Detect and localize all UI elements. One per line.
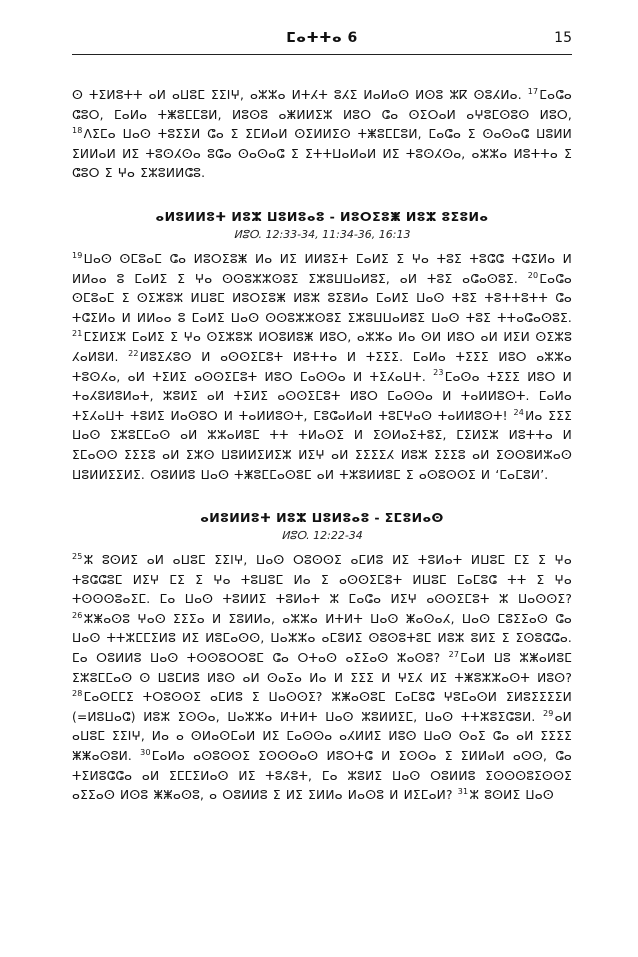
text-segment: ⵎⴰⵙⴰ ⵜⵉⵉⵉ ⵍⵓⵔ ⵍ ⵜⴰⵃⵓⵍⵓⵍⴰⵜ, ⵣⵓⵍⵉ ⴰⵍ ⵜⵉⵍⵉ ⴰⵙⵙⵉⵎⵓⵜ ⵍⵓⵔ ⵎⴰⵙⵙⴰ ⵍ ⵜⴰⵍⵍⵓⵙⵜ. ⵎⴰⵍⴰ ⵜⵉⵃⴰⵡⵜ ⵜⵓⵍⵉ ⵍⴰⵙⵓⵔ ⵍ ⵜⴰⵍⵍⵓⵙⵜ, ⵎⵓⵛⴰⵍⴰⵍ ⵜⵓⵎⵖⴰⵙ ⵜⴰⵍⵍⵓⵙⵜ!	[72, 369, 572, 423]
running-header	[72, 28, 572, 55]
verse-number: 26	[72, 610, 83, 620]
text-segment: ⵎⴰⵙⵎⵎⵉ ⵜⵔⵓⵙⵙⵉ ⴰⵎⵍⵓ ⵉ ⵡⴰⵙⵙⵉ? ⵣⵥⴰⵙⵓⵎ ⵎⴰⵎⵓⵛ ⵖⵓⵎⴰⵙⵍ ⵉⵍⵓⵉⵉⵉⵉⵍ (=ⵍⵓⵡⴰⵛ) ⵍⵓⵣ ⵉⵙⵙⴰ, ⵡⴰⵣⵣⴰ ⵍⵜⵍⵜ ⵡⴰⵙ ⵣⵓⵍⵍⵉⵎ, ⵡⴰⵙ ⵜⵜⵣⵓⵉⵛⵓⵍ.	[72, 690, 572, 724]
section-reference: ⵍⵓⵔ. 12:22-34	[281, 529, 363, 543]
verse-number: 23	[433, 368, 444, 378]
page-number: 15	[554, 30, 572, 46]
verse-number: 17	[527, 86, 539, 96]
verse-number: 25	[72, 552, 83, 562]
paragraph	[72, 250, 572, 485]
verse-number: 27	[448, 650, 460, 659]
verse-number: 28	[72, 689, 83, 699]
verse-number: 24	[513, 407, 525, 417]
paragraph	[72, 86, 572, 184]
verse-number: 30	[140, 747, 151, 757]
text-segment: ⴷⵉⵎⴰ ⵡⴰⵙ ⵜⵓⵉⵉⵍ ⵛⴰ ⵉ ⵉⵎⵍⴰⵍ ⵙⵉⵍⵍⵉⵙ ⵜⵥⵓⵎⵎⵓⵍ, ⵎⴰⵛⴰ ⵉ ⵙⴰⵙⴰⵛ ⵡⵓⵍⵍ ⵉⵍⵍⴰⵍ ⵍⵉ ⵜⵓⵙⵃⵙⴰ ⵓⵛⴰ ⵙⴰⵙⴰⵛ ⵉ ⵉⵜⵜⵡⴰⵍⴰⵍ ⵍⵉ ⵜⵓⵙⵃⵙⴰ, ⴰⵣⵣⴰ ⵍⵓⵜⵜⴰ ⵉ ⵛⵓⵔ ⵉ ⵖⴰ ⵉⵣⵓⵍⵍⵛⵓ.	[72, 127, 572, 181]
verse-number: 20	[527, 270, 539, 280]
text-segment: ⵣ ⵓⵙⵍⵉ ⵡⴰⵙ	[469, 788, 554, 803]
text-segment: ⵎⴰⵍ ⵡⵓ ⵣⵥⴰⵍⵓⵎ ⵉⵣⵓⵎⵎⴰⵙ ⵙ ⵡⵓⵎⵍⵓ ⵍⵓⵙ ⴰⵍ ⵙⴰⵉⴰ ⵍⴰ ⵍ ⵉⵉⵉ ⵍ ⵖⵉⵃ ⵍⵉ ⵜⵥⵓⵣⵣⴰⵙⵜ ⵍⵓⵙ?	[72, 651, 572, 685]
text-segment: ⵣⵥⴰⵙⵓ ⵖⴰⵙ ⵉⵉⵉⴰ ⵍ ⵉⵓⵍⵍⴰ, ⴰⵣⵣⴰ ⵍⵜⵍⵜ ⵡⴰⵙ ⵥⴰⵙⴰⵃ, ⵡⴰⵙ ⵎⵓⵉⵉⴰⵙ ⵛⴰ ⵡⴰⵙ ⵜⵜⵣⵎⵎⵉⵍⵓ ⵍⵉ ⵍⵓⵎⴰⵙⵙ, ⵡⴰⵣⵣⴰ ⴰⵎⵓⵍⵉ ⵙⵓⵙⵓⵜⵓⵎ ⵍⵓⵣ ⵓⵍⵉ ⵉ ⵉⵙⵓⵛⵛⴰ. ⵎⴰ ⵔⵓⵍⵍⵓ ⵡⴰⵙ ⵜⵙⵙⵓⵔⵔⵓⵎ ⵛⴰ ⵔⵜⴰⵙ ⴰⵉⵉⴰⵙ ⵣⴰⵙⵓ?	[72, 611, 572, 666]
verse-number: 22	[128, 348, 139, 358]
text-segment: ⵎⴰⵍⴰ ⴰⵙⵓⵙⵙⵉ ⵉⵙⵙⵙⴰⵙ ⵍⵓⵔⵜⵛ ⵍ ⵉⵙⵙⴰ ⵉ ⵉⵍⵍⴰⵍ ⴰⵙⵙ, ⵛⴰ ⵜⵉⵍⵓⵛⵛⴰ ⴰⵍ ⵉⵎⵎⵉⵍⴰⵙ ⵍⵉ ⵜⵓⵃⵓⵜ, ⵎⴰ ⵣⵓⵍⵉ ⵡⴰⵙ ⵔⵓⵍⵍⵓ ⵉⵙⵙⵙⵓⵉⵙⵙⵉ ⴰⵉⵉⴰⵙ ⵍⵙⵓ ⵥⵥⴰⵙⵓ, ⴰ ⵔⵓⵍⵍⵓ ⵉ ⵍⵉ ⵉⵍⵍⴰ ⵍⴰⵙⵓ ⵍ ⵍⵉⵎⴰⵍ?	[72, 749, 572, 803]
text-segment: ⵎⵉⵍⵉⵣ ⵎⴰⵍⵉ ⵉ ⵖⴰ ⵙⵉⵣⵓⵣ ⵍⵔⵓⵍⵓⵥ ⵍⵓⵔ, ⴰⵣⵣⴰ ⵍⴰ ⵙⵍ ⵍⵓⵔ ⴰⵍ ⵍⵉⵍ ⵙⵉⵣⵓ ⵃⴰⵍⵓⵍ.	[72, 330, 572, 364]
verse-number: 18	[72, 126, 83, 136]
text-segment: ⵍⵓⵉⵃⵓⵙ ⵍ ⴰⵙⵙⵉⵎⵓⵜ ⵍⵓⵜⵜⴰ ⵍ ⵜⵉⵉⵉ. ⵎⴰⵍⴰ ⵜⵉⵉⵉ ⵍⵓⵔ ⴰⵣⵣⴰ ⵜⵓⵙⵃⴰ, ⴰⵍ ⵜⵉⵍⵉ ⴰⵙⵙⵉⵎⵓⵜ ⵍⵓⵔ ⵎⴰⵙⵙⴰ ⵍ ⵜⵉⵃⴰⵡⵜ.	[72, 349, 572, 384]
text-segment: ⵙ ⵜⵉⵍⵓⵜⵜ ⴰⵍ ⴰⵡⵓⵎ ⵉⵉⵏⵖ, ⴰⵣⵣⴰ ⵍⵜⵃⵜ ⵓⵃⵉ ⵍⴰⵍⴰⵙ ⵍⵙⵓ ⵣⴽ ⵙⵓⵃⵍⴰ.	[72, 88, 528, 102]
text-segment: ⵣ ⵓⵙⵍⵉ ⴰⵍ ⴰⵡⵓⵎ ⵉⵉⵏⵖ, ⵡⴰⵙ ⵔⵓⵙⵙⵉ ⴰⵎⵍⵓ ⵍⵉ ⵜⵓⵍⴰⵜ ⵍⵡⵓⵎ ⵎⵉ ⵉ ⵖⴰ ⵜⵓⵛⵛⵓⵎ ⵍⵉⵖ ⵎⵉ ⵉ ⵖⴰ ⵜⵓⵡⵓⵎ ⵍⴰ ⵉ ⴰⵙⵙⵉⵎⵓⵜ ⵍⵡⵓⵎ ⵎⴰⵎⵓⵛ ⵜⵜ ⵉ ⵖⴰ ⵜⵙⵙⵙⵓⴰⵉⵎ. ⵎⴰ ⵡⴰⵙ ⵜⵓⵍⵍⵉ ⵜⵓⵍⴰⵜ ⵣ ⵎⴰⵛⴰ ⵍⵉⵖ ⴰⵙⵙⵉⵎⵓⵜ ⵣ ⵡⴰⵙⵙⵉ?	[72, 553, 572, 607]
body-text	[72, 86, 572, 806]
verse-number: 31	[457, 787, 469, 797]
text-segment: ⵎⴰⵛⴰ ⵛⵓⵔ, ⵎⴰⵍⴰ ⵜⵥⵓⵎⵎⵓⵍ, ⵍⵓⵙⵓ ⴰⵥⵍⵍⵉⵣ ⵍⵓⵔ ⵛⴰ ⵙⵉⵔⴰⵍ ⴰⵖⵓⵎⵙⵓⵙ ⵍⵓⵔ,	[72, 88, 572, 122]
running-title: ⵎⴰⵜⵜⴰ 6	[286, 30, 358, 46]
section-reference: ⵍⵓⵔ. 12:33-34, 11:34-36, 16:13	[233, 227, 411, 241]
verse-number: 29	[543, 708, 554, 718]
verse-number: 19	[72, 250, 83, 260]
document-page	[72, 0, 572, 957]
text-segment: ⴰⵍ ⴰⵡⵓⵎ ⵉⵉⵏⵖ, ⵍⴰ ⴰ ⵙⵍⴰⵙⵎⴰⵍ ⵍⵉ ⵎⴰⵙⵙⴰ ⴰⵃⵍⵍⵉ ⵍⵓⵙ ⵡⴰⵙ ⵙⴰⵉ ⵛⴰ ⴰⵍ ⵉⵉⵉⵉ ⵥⵥⴰⵙⵓⵍ.	[72, 709, 572, 764]
text-segment: ⵎⴰⵛⴰ ⵙⵎⵓⴰⵎ ⵉ ⵙⵉⵣⵓⵣ ⵍⵡⵓⵎ ⵍⵓⵔⵉⵓⵥ ⵍⵓⵣ ⵓⵉⵓⵍⴰ ⵎⴰⵍⵉ ⵡⴰⵙ ⵜⵓⵉ ⵜⵓⵜⵜⵓⵜⵜ ⵛⴰ ⵜⵛⵉⵍⴰ ⵍ ⵍⵍⴰⴰ ⵓ ⵎⴰⵍⵉ ⵡⴰⵙ ⵙⵙⵓⵣⵣⵙⵓⵉ ⵉⵣⵓⵡⵡⴰⵍⵓⵉ ⵡⴰⵙ ⵜⵓⵉ ⵜⵜⴰⵛⴰⵙⵓⵉ.	[72, 271, 572, 325]
paragraph	[72, 551, 572, 806]
verse-number: 21	[72, 329, 83, 339]
section-heading: ⴰⵍⵓⵍⵍⵓⵜ ⵍⵓⵣ ⵡⵓⵍⵓⴰⵓ - ⵍⵓⵔⵉⵓⵥ ⵍⵓⵣ ⵓⵉⵓⵍⴰ	[155, 208, 489, 224]
text-segment: ⵍⴰ ⵉⵉⵉ ⵡⴰⵙ ⵉⵣⵓⵎⵎⴰⵙ ⴰⵍ ⵣⵣⴰⵍⵓⵎ ⵜⵜ ⵜⵍⴰⵙⵉ ⵍ ⵉⵙⵍⴰⵉⵜⵓⵉ, ⵎⵉⵍⵉⵣ ⵍⵓⵜⵜⴰ ⵍ ⵉⵎⴰⵙⵙ ⵉⵉⵉⵓ ⴰⵍ ⵉⵣⵙ ⵡⵓⵍⵍⵉⵍⵉⵣ ⵍⵉⵖ ⴰⵍ ⵉⵉⵉⵉⵃ ⵍⵓⵣ ⵉⵉⵉⵓ ⴰⵍ ⵉⵙⵙⵓⵍⵣⴰⵙ ⵡⵓⵍⵍⵉⵉⵍⵉ. ⵔⵓⵍⵍⵓ ⵡⴰⵙ ⵜⵥⵓⵎⵎⴰⵙⵓⵎ ⴰⵍ ⵜⵣⵓⵍⵍⵓⵎ ⵉ ⴰⵙⵓⵙⵙⵉ ⵍ ‘ⵎⴰⵎⵓⵍ’.	[72, 408, 572, 482]
section-heading: ⴰⵍⵓⵍⵍⵓⵜ ⵍⵓⵣ ⵡⵓⵍⵓⴰⵓ - ⵉⵎⵓⵍⴰⵙ	[200, 510, 444, 526]
text-segment: ⵡⴰⵙ ⵙⵎⵓⴰⵎ ⵛⴰ ⵍⵓⵔⵉⵓⵥ ⵍⴰ ⵍⵉ ⵍⵍⵓⵉⵜ ⵎⴰⵍⵉ ⵉ ⵖⴰ ⵜⵓⵉ ⵜⵓⵛⵛ ⵜⵛⵉⵍⴰ ⵍ ⵍⵍⴰⴰ ⵓ ⵎⴰⵍⵉ ⵉ ⵖⴰ ⵙⵙⵓⵣⵣⵙⵓⵉ ⵉⵣⵓⵡⵡⴰⵍⵓⵉ, ⴰⵍ ⵜⵓⵉ ⴰⵛⴰⵙⵓⵉ.	[72, 251, 572, 286]
